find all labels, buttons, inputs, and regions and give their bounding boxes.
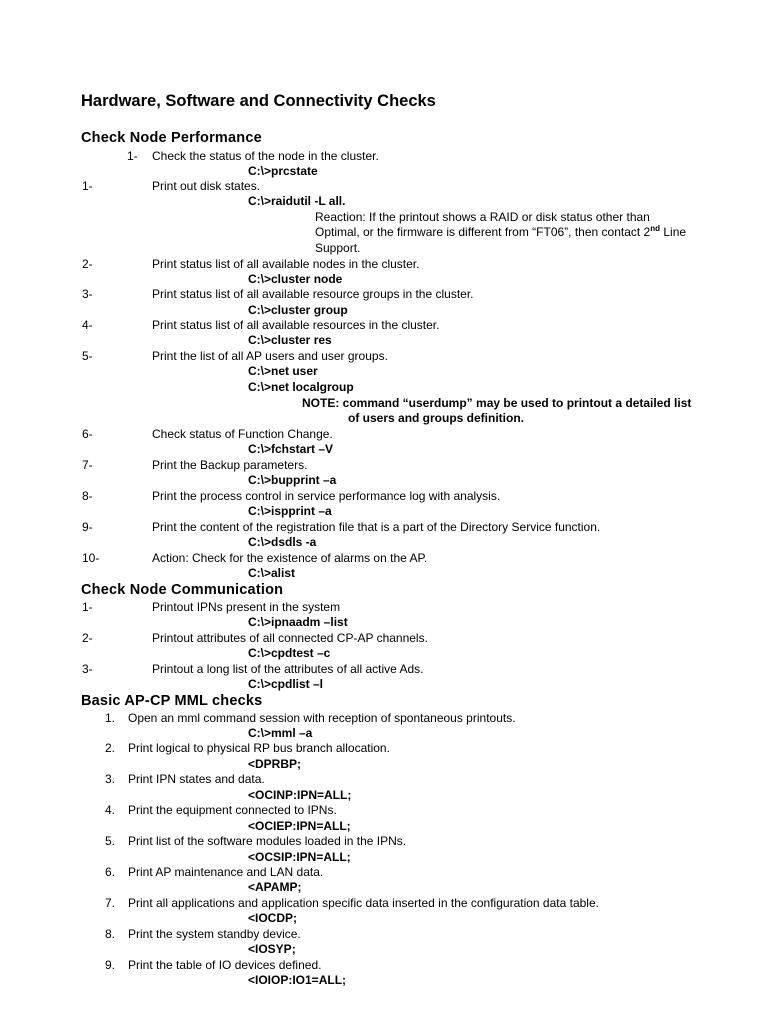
command-text: C:\>bupprint –a: [248, 473, 337, 487]
command-text: <OCIEP:IPN=ALL;: [248, 819, 351, 833]
item-text: Check status of Function Change.: [152, 427, 333, 441]
command-text: C:\>cpdtest –c: [248, 646, 331, 660]
ordinal-suffix: nd: [650, 224, 661, 233]
note-text: NOTE: command “userdump” may be used to printout a detailed list: [302, 396, 692, 410]
item-text: Print all applications and application specific data inserted in the configuration data table.: [128, 896, 599, 910]
note-text: of users and groups definition.: [348, 411, 525, 425]
item-number: 2.: [105, 741, 116, 755]
item-number: 4.: [105, 803, 116, 817]
item-text: Print AP maintenance and LAN data.: [128, 865, 324, 879]
item-text: Print IPN states and data.: [128, 772, 265, 786]
page-title: Hardware, Software and Connectivity Checks: [81, 92, 436, 110]
item-text: Printout attributes of all connected CP-AP channels.: [152, 631, 428, 645]
item-text: Print out disk states.: [152, 179, 261, 193]
item-number: 6.: [105, 865, 116, 879]
command-text: C:\>dsdls -a: [248, 535, 317, 549]
command-text: C:\>cluster node: [248, 272, 343, 286]
item-text: Print logical to physical RP bus branch allocation.: [128, 741, 390, 755]
item-number: 5-: [82, 349, 93, 363]
item-text: Check the status of the node in the cluster.: [152, 149, 379, 163]
item-text: Print the content of the registration file that is a part of the Directory Service function.: [152, 520, 601, 534]
item-number: 1-: [82, 600, 93, 614]
command-text: <APAMP;: [248, 880, 302, 894]
item-text: Print status list of all available resources in the cluster.: [152, 318, 440, 332]
item-text: Print status list of all available nodes in the cluster.: [152, 257, 420, 271]
command-text: <OCSIP:IPN=ALL;: [248, 850, 351, 864]
reaction-text: Support.: [315, 241, 361, 255]
command-text: C:\>cluster res: [248, 333, 332, 347]
item-text: Print status list of all available resource groups in the cluster.: [152, 287, 474, 301]
command-text: C:\>ispprint –a: [248, 504, 332, 518]
item-text: Print the list of all AP users and user groups.: [152, 349, 388, 363]
item-number: 3.: [105, 772, 116, 786]
item-text: Printout a long list of the attributes of all active Ads.: [152, 662, 424, 676]
command-text: C:\>net user: [248, 364, 318, 378]
command-text: C:\>net localgroup: [248, 380, 354, 394]
command-text: <OCINP:IPN=ALL;: [248, 788, 352, 802]
section-heading-mml-checks: Basic AP-CP MML checks: [81, 693, 263, 709]
command-text: C:\>cpdlist –l: [248, 677, 324, 691]
command-text: <IOCDP;: [248, 911, 298, 925]
item-number: 9-: [82, 520, 93, 534]
item-text: Print the table of IO devices defined.: [128, 958, 322, 972]
item-number: 9.: [105, 958, 116, 972]
item-text: Print the system standby device.: [128, 927, 301, 941]
item-number: 7-: [82, 458, 93, 472]
command-text: C:\>prcstate: [248, 164, 318, 178]
item-number: 8-: [82, 489, 93, 503]
reaction-text: Reaction: If the printout shows a RAID or disk status other than: [315, 210, 650, 224]
command-text: C:\>raidutil -L all.: [248, 194, 346, 208]
command-text: C:\>ipnaadm –list: [248, 615, 348, 629]
command-text: <DPRBP;: [248, 757, 302, 771]
command-text: C:\>fchstart –V: [248, 442, 334, 456]
item-number: 5.: [105, 834, 116, 848]
item-number: 3-: [82, 662, 93, 676]
item-number: 1-: [82, 179, 93, 193]
item-number: 7.: [105, 896, 116, 910]
command-text: C:\>mml –a: [248, 726, 313, 740]
item-number: 2-: [82, 631, 93, 645]
section-heading-node-performance: Check Node Performance: [81, 130, 262, 146]
item-number: 2-: [82, 257, 93, 271]
item-number: 1.: [105, 711, 116, 725]
command-text: <IOIOP:IO1=ALL;: [248, 973, 347, 987]
reaction-text: Optimal, or the firmware is different from “FT06”, then contact 2nd Line: [315, 224, 687, 239]
item-number: 3-: [82, 287, 93, 301]
item-text: Open an mml command session with reception of spontaneous printouts.: [128, 711, 516, 725]
item-text: Print list of the software modules loaded in the IPNs.: [128, 834, 407, 848]
command-text: <IOSYP;: [248, 942, 296, 956]
item-number: 1-: [127, 149, 138, 163]
section-heading-node-communication: Check Node Communication: [81, 582, 284, 598]
item-text: Action: Check for the existence of alarms on the AP.: [152, 551, 428, 565]
item-number: 6-: [82, 427, 93, 441]
item-number: 10-: [82, 551, 100, 565]
item-text: Print the process control in service performance log with analysis.: [152, 489, 501, 503]
item-number: 8.: [105, 927, 116, 941]
item-number: 4-: [82, 318, 93, 332]
command-text: C:\>alist: [248, 566, 296, 580]
item-text: Print the Backup parameters.: [152, 458, 308, 472]
item-text: Printout IPNs present in the system: [152, 600, 341, 614]
item-text: Print the equipment connected to IPNs.: [128, 803, 337, 817]
command-text: C:\>cluster group: [248, 303, 348, 317]
